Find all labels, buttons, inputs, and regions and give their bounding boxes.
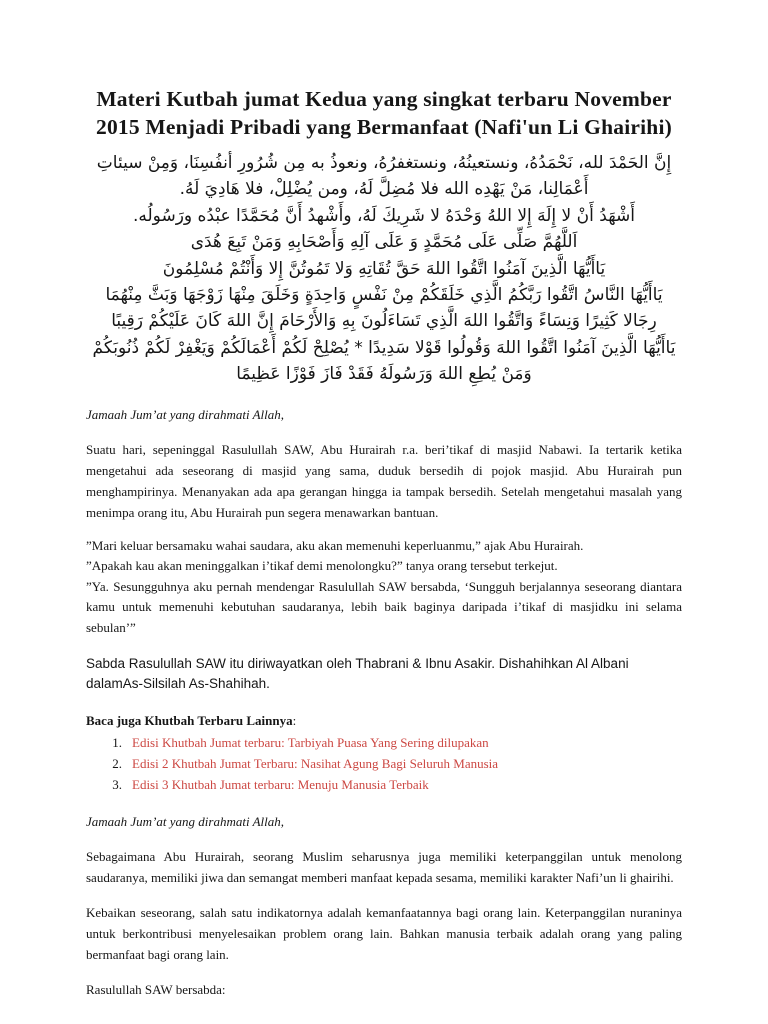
list-number: 1.: [112, 735, 122, 751]
khutbah-link-1[interactable]: Edisi Khutbah Jumat terbaru: Tarbiyah Puasa Yang Sering dilupakan: [132, 735, 489, 751]
arabic-line: يَاأَيُّهَا الَّذِينَ آمَنُوا اتَّقُوا اللهَ وَقُولُوا قَوْلا سَدِيدًا * يُصْلِحْ لَكُمْ أَعْمَالَكُمْ وَيَغْفِرْ لَكُمْ ذُنُوبَكُمْ: [92, 337, 676, 358]
body-paragraph: Kebaikan seseorang, salah satu indikatornya adalah kemanfaatannya bagi orang lain. Keterpanggilan nuraninya untuk berkontribusi menyelesaikan problem orang lain. Bahkan manusia terbaik adalah orang yang paling bermanfaat bagi orang lain.: [86, 905, 682, 963]
khutbah-link-3[interactable]: Edisi 3 Khutbah Jumat terbaru: Menuju Manusia Terbaik: [132, 777, 429, 793]
dialog-line: ”Mari keluar bersamaku wahai saudara, aku akan memenuhi keperluanmu,” ajak Abu Hurairah.: [86, 537, 584, 553]
list-number: 2.: [112, 756, 122, 772]
khutbah-link-list: [86, 732, 682, 795]
arabic-line: رِجَالا كَثِيرًا وَنِسَاءً وَاتَّقُوا اللهَ الَّذِي تَسَاءَلُونَ بِهِ وَالأَرْحَامَ إِنَّ اللهَ كَانَ عَلَيْكُمْ رَقِيبًا: [111, 311, 657, 332]
closing-line: Rasulullah SAW bersabda:: [86, 982, 226, 998]
body-paragraph: Sebagaimana Abu Hurairah, seorang Muslim seharusnya juga memiliki keterpanggilan untuk menolong saudaranya, memiliki jiwa dan semangat memberi manfaat kepada sesama, memiliki karakter Nafi’un li ghairihi.: [86, 849, 682, 886]
list-item: [86, 732, 682, 753]
arabic-line: يَاأَيُّهَا النَّاسُ اتَّقُوا رَبَّكُمُ الَّذِي خَلَقَكُمْ مِنْ نَفْسٍ وَاحِدَةٍ وَخَلَقَ مِنْهَا زَوْجَهَا وَبَثَّ مِنْهُمَا: [105, 285, 663, 306]
dialog-line: ”Ya. Sesungguhnya aku pernah mendengar Rasulullah SAW bersabda, ‘Sungguh berjalannya seseorang diantara kamu untuk memenuhi kebutuhan saudaranya, lebih baik baginya daripada i’tikaf di masjidku ini selama sebulan’”: [86, 578, 682, 635]
arabic-line: أَعْمَالِنا، مَنْ يَهْدِه الله فلا مُضِلَّ لَهُ، ومن يُضْلِلْ، فلا هَادِيَ لَهُ.: [179, 179, 589, 200]
hadith-source-paragraph: Sabda Rasulullah SAW itu diriwayatkan oleh Thabrani & Ibnu Asakir. Dishahihkan Al Albani dalamAs-Silsilah As-Shahihah.: [86, 656, 629, 692]
greeting-line: Jamaah Jum’at yang dirahmati Allah,: [86, 406, 284, 422]
read-more-heading-colon: :: [292, 713, 297, 729]
story-paragraph: Suatu hari, sepeninggal Rasulullah SAW, Abu Hurairah r.a. beri’tikaf di masjid Nabawi. Ia tertarik ketika mengetahui ada seseorang di masjid yang sama, duduk bersedih di pojok masjid. Abu Hurairah pun menghampirinya. Menanyakan ada apa gerangan hingga ia tampak bersedih. Setelah mengetahui masalah yang menimpa orang itu, Abu Hurairah pun segera menawarkan bantuan.: [86, 441, 682, 520]
read-more-heading-text: Baca juga Khutbah Terbaru Lainnya: [86, 713, 293, 729]
greeting-line: Jamaah Jum’at yang dirahmati Allah,: [86, 814, 284, 830]
dialog-block: [86, 536, 682, 639]
khutbah-link-2[interactable]: Edisi 2 Khutbah Jumat Terbaru: Nasihat Agung Bagi Seluruh Manusia: [132, 756, 499, 772]
arabic-line: يَاأَيُّهَا الَّذِينَ آمَنُوا اتَّقُوا اللهَ حَقَّ تُقَاتِهِ وَلا تَمُوتُنَّ إِلا وَأَنْتُمْ مُسْلِمُونَ: [162, 258, 606, 279]
read-more-heading: [86, 711, 682, 731]
list-item: [86, 774, 682, 795]
arabic-line: إِنَّ الحَمْدَ لله، نَحْمَدُهُ، ونستعينُهُ، ونستغفرُهُ، ونعوذُ به مِن شُرُورِ أنفُسِنَا، وَمِنْ سيئاتِ: [96, 153, 672, 174]
dialog-line: ”Apakah kau akan meninggalkan i’tikaf demi menolongku?” tanya orang tersebut terkejut.: [86, 558, 558, 574]
list-number: 3.: [112, 777, 122, 793]
arabic-line: وَمَنْ يُطِعِ اللهَ وَرَسُولَهُ فَقَدْ فَازَ فَوْزًا عَظِيمًا: [236, 364, 532, 385]
arabic-line: أَشْهَدُ أَنْ لا إِلَهَ إِلا اللهُ وَحْدَهُ لا شَرِيكَ لَهُ، وأَشْهدُ أَنَّ مُحَمَّدًا عبْدُه ورَسُولُه.: [132, 205, 635, 226]
page-title: Materi Kutbah jumat Kedua yang singkat terbaru November 2015 Menjadi Pribadi yang Bermanfaat (Nafi'un Li Ghairihi): [96, 87, 672, 139]
list-item: [86, 753, 682, 774]
document-page: [86, 0, 682, 1000]
arabic-text-block: [86, 150, 682, 388]
arabic-line: اَللَّهُمَّ صَلِّى عَلَى مُحَمَّدٍ وَ عَلَى آلِهِ وَأَصْحَابِهِ وَمَنْ تَبِعَ هُدَى: [190, 232, 578, 253]
